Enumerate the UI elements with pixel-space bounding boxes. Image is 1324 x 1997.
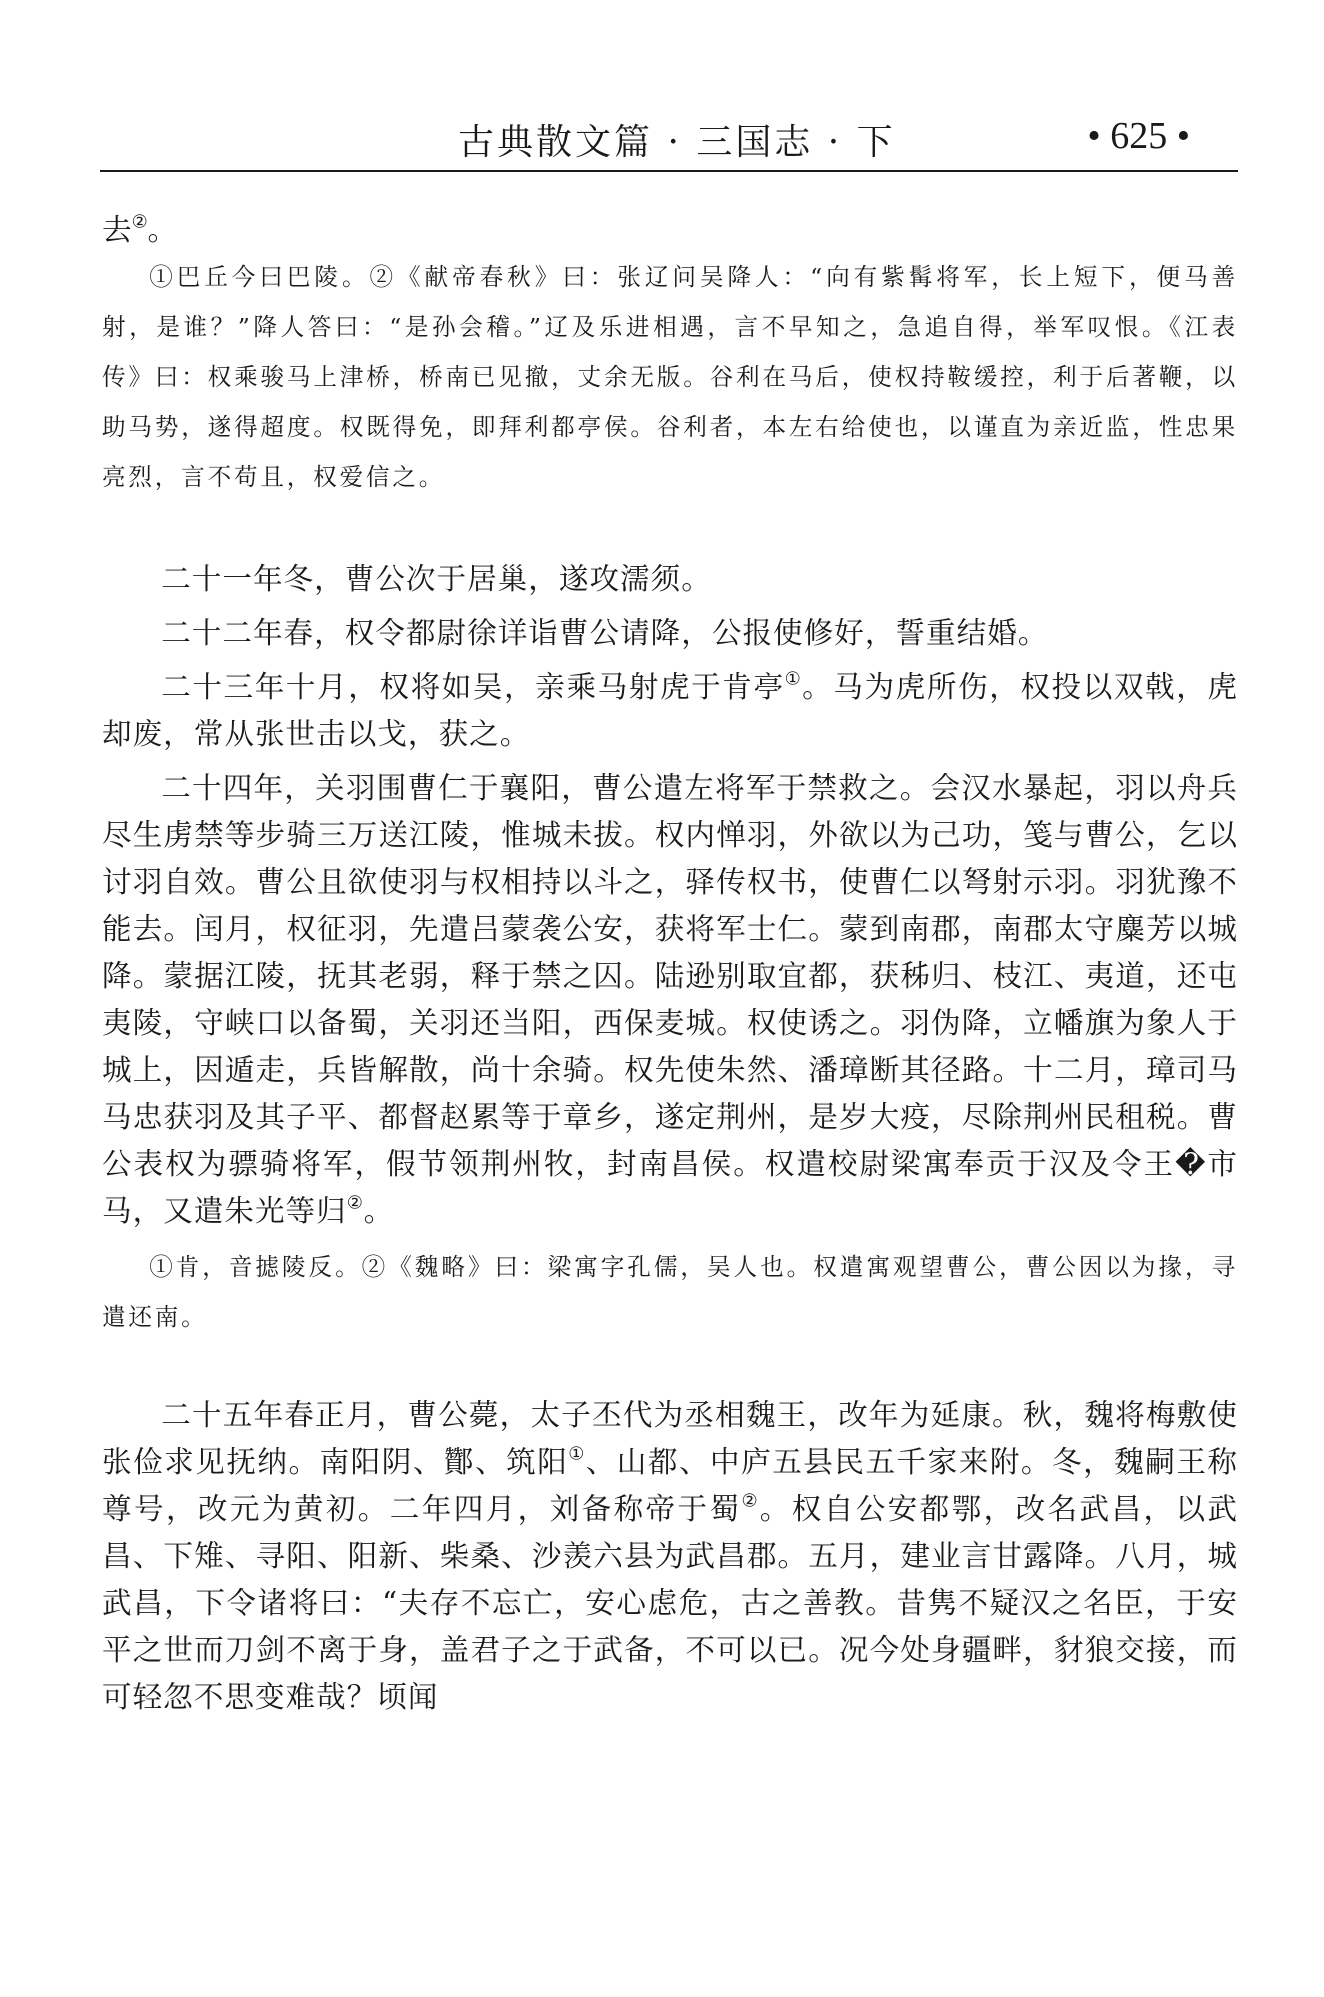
body-text — [102, 210, 1238, 1728]
paragraph-text: 。 — [363, 1194, 395, 1228]
footnote-mark: ① — [568, 1444, 586, 1465]
paragraph-text: 。马为虎所伤，权投以双戟，虎却废，常从张世击以戈，获之。 — [102, 670, 1239, 751]
paragraph-year-22: 二十二年春，权令都尉徐详诣曹公请降，公报使修好，誓重结婚。 — [161, 616, 1049, 650]
paragraph-text: 二十三年十月，权将如吴，亲乘马射虎于肯亭 — [161, 670, 785, 704]
continued-line — [102, 210, 1238, 250]
paragraph-year-24 — [102, 765, 1238, 1235]
paragraph-text: 二十四年，关羽围曹仁于襄阳，曹公遣左将军于禁救之。会汉水暴起，羽以舟兵尽生虏禁等步骑三万送江陵，惟城未拔。权内惮羽，外欲以为己功，笺与曹公，乞以讨羽自效。曹公且欲使羽与权相持以斗之，驿传权书，使曹仁以弩射示羽。羽犹豫不能去。闰月，权征羽，先遣吕蒙袭公安，获将军士仁。蒙到南郡，南郡太守麋芳以城降。蒙据江陵，抚其老弱，释于禁之囚。陆逊别取宜都，获秭归、枝江、夷道，还屯夷陵，守峡口以备蜀，关羽还当阳，西保麦城。权使诱之。羽伪降，立幡旗为象人于城上，因遁走，兵皆解散，尚十余骑。权先使朱然、潘璋断其径路。十二月，璋司马马忠获羽及其子平、都督赵累等于章乡，遂定荆州，是岁大疫，尽除荆州民租税。曹公表权为骠骑将军，假节领荆州牧，封南昌侯。权遣校尉梁寓奉贡于汉及令王�市马，又遣朱光等归 — [102, 771, 1238, 1228]
footnote-mark: ② — [346, 1193, 364, 1214]
annotation-block-1: ①巴丘今曰巴陵。②《献帝春秋》曰：张辽问吴降人：“向有紫髯将军，长上短下，便马善射，是谁？”降人答曰：“是孙会稽。”辽及乐进相遇，言不早知之，急追自得，举军叹恨。《江表传》曰：权乘骏马上津桥，桥南已见撤，丈余无版。谷利在马后，使权持鞍缓控，利于后著鞭，以助马势，遂得超度。权既得免，即拜利都亭侯。谷利者，本左右给使也，以谨直为亲近监，性忠果亮烈，言不苟且，权爱信之。 — [102, 263, 1238, 491]
footnote-mark: ① — [784, 669, 803, 690]
paragraph-year-25 — [102, 1392, 1238, 1721]
paragraph-text: 。权自公安都鄂，改名武昌，以武昌、下雉、寻阳、阳新、柴桑、沙羡六县为武昌郡。五月，建业言甘露降。八月，城武昌，下令诸将曰：“夫存不忘亡，安心虑危，古之善教。昔隽不疑汉之名臣，于安平之世而刀剑不离于身，盖君子之于武备，不可以已。况今处身疆畔，豺狼交接，而可轻忽不思变难哉？顷闻 — [102, 1492, 1239, 1714]
annotation-block-2: ①肯，音摅陵反。②《魏略》曰：梁寓字孔儒，吴人也。权遣寓观望曹公，曹公因以为掾，寻遣还南。 — [102, 1253, 1238, 1331]
paragraph-text: 二十五年春正月，曹公薨，太子丕代为丞相魏王，改年为延康。秋，魏将梅敷使张俭求见抚纳。南阳阴、酇、筑阳 — [102, 1398, 1238, 1479]
footnote-mark: ② — [131, 212, 148, 233]
paragraph-year-23 — [102, 664, 1238, 758]
paragraph-text: 、山都、中庐五县民五千家来附。冬，魏嗣王称尊号，改元为黄初。二年四月，刘备称帝于蜀 — [102, 1445, 1239, 1526]
running-header — [100, 102, 1238, 172]
continued-text: 去 — [102, 213, 132, 247]
header-title: 古典散文篇 · 三国志 · 下 — [458, 122, 896, 163]
paragraph-year-21: 二十一年冬，曹公次于居巢，遂攻濡须。 — [161, 562, 712, 596]
continued-tail: 。 — [147, 213, 178, 247]
page-number: • 625 • — [1087, 115, 1190, 157]
footnote-mark: ② — [741, 1491, 760, 1512]
